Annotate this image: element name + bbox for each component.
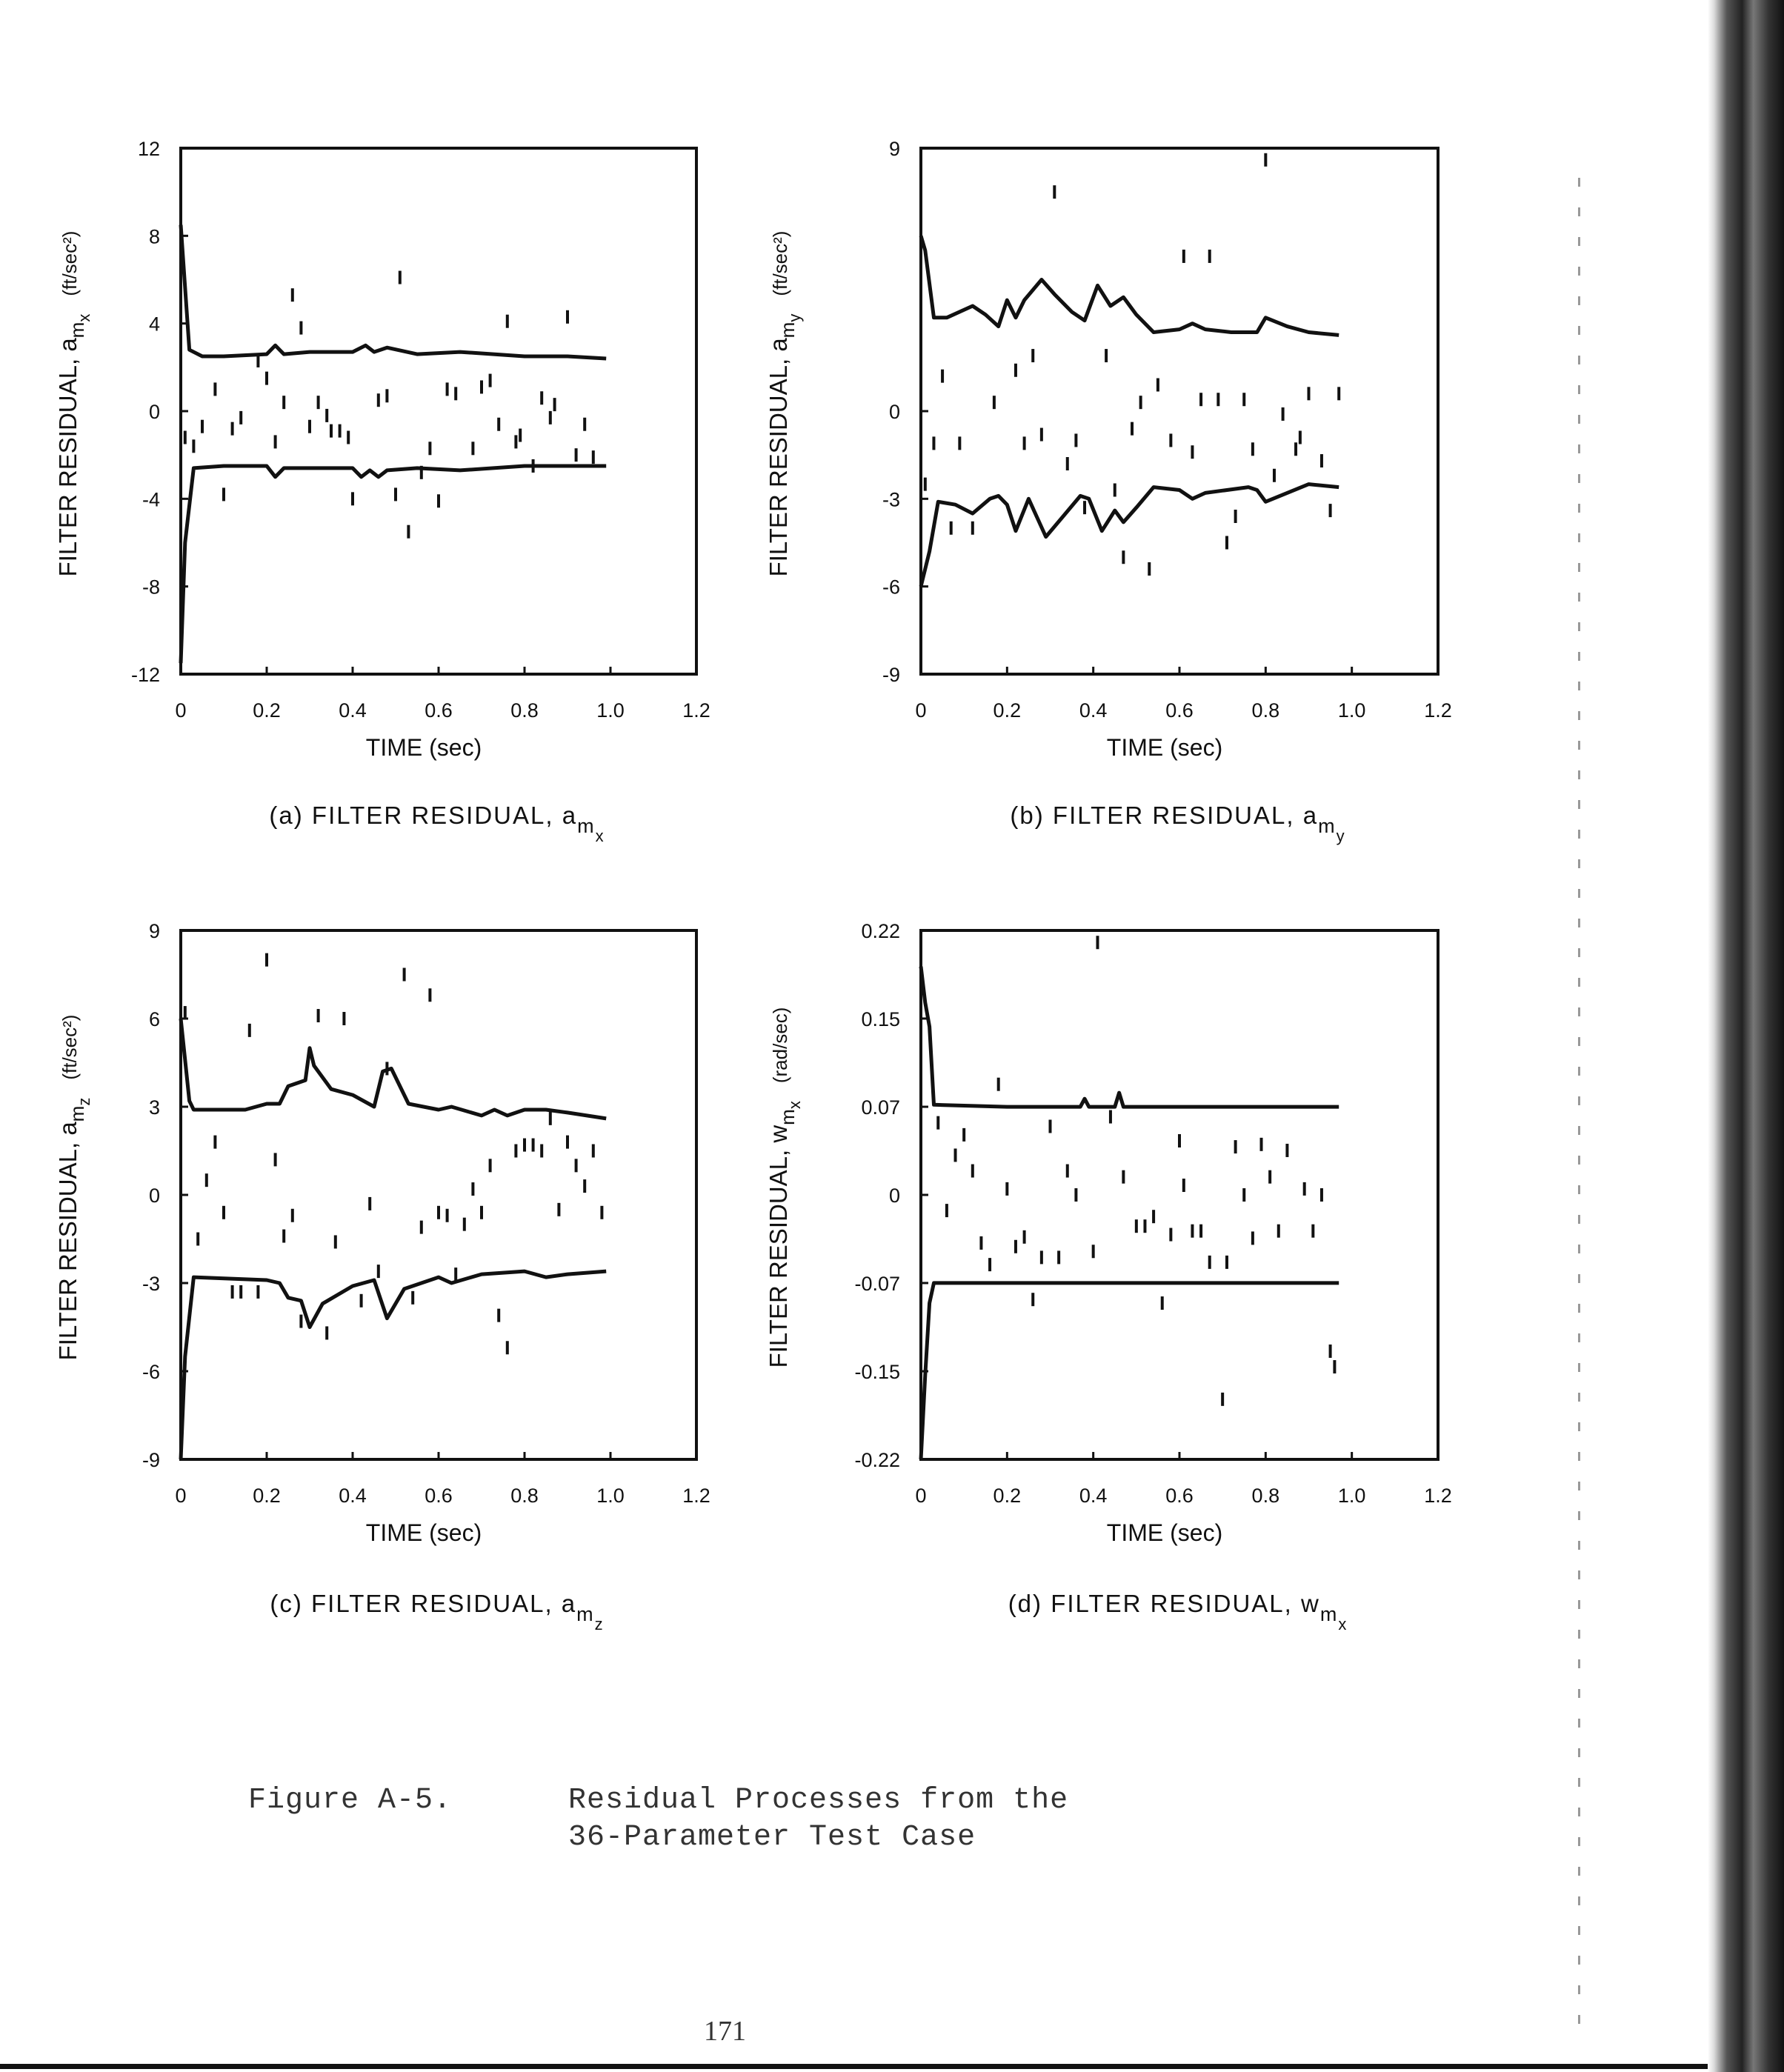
x-axis-label: TIME (sec): [365, 1519, 482, 1546]
y-tick-label: -9: [882, 664, 900, 686]
x-tick-label: 0.8: [510, 1485, 539, 1507]
panel-caption: [269, 802, 605, 845]
x-tick-label: 0.6: [425, 699, 453, 722]
y-axis-label-subsubscript: z: [75, 1097, 93, 1106]
x-axis-label: TIME (sec): [365, 734, 482, 761]
x-tick-label: 0.4: [339, 699, 367, 722]
y-tick-label: 9: [148, 920, 160, 942]
y-axis-label-units: (ft/sec²): [59, 1014, 81, 1080]
x-tick-label: 1.0: [596, 699, 625, 722]
y-axis-label-units: (ft/sec²): [769, 230, 791, 296]
panel-caption-subscript: m: [1319, 1603, 1339, 1625]
y-tick-label: 8: [148, 225, 160, 248]
y-tick-label: -4: [142, 488, 160, 511]
y-tick-label: -8: [142, 576, 160, 599]
y-tick-label: -3: [142, 1273, 160, 1295]
x-tick-label: 0.2: [253, 699, 281, 722]
lower-bound-line: [921, 484, 1339, 587]
y-tick-label: -9: [142, 1449, 160, 1471]
panel-caption: [1008, 1590, 1348, 1633]
panel-caption-subsubscript: y: [1336, 827, 1346, 845]
y-tick-label: 0: [148, 401, 160, 423]
y-axis-label: [765, 1007, 804, 1368]
y-tick-label: -6: [142, 1361, 160, 1383]
plot-frame: [921, 930, 1438, 1459]
upper-bound-line: [181, 225, 606, 359]
plot-panel-a: [54, 138, 710, 845]
panel-caption-subsubscript: z: [594, 1615, 605, 1633]
panel-caption-main: (c) FILTER RESIDUAL, a: [270, 1590, 577, 1617]
panel-caption-subscript: m: [577, 815, 596, 837]
y-axis-label-main: FILTER RESIDUAL, a: [54, 1122, 81, 1361]
plot-panel-d: [765, 920, 1452, 1633]
y-axis-label-subscript: m: [776, 1109, 799, 1125]
panel-caption-subscript: m: [1318, 815, 1337, 837]
y-axis-label-units: (ft/sec²): [59, 230, 81, 296]
x-tick-label: 0.8: [1251, 699, 1280, 722]
upper-bound-line: [181, 1019, 606, 1119]
x-tick-label: 0.6: [425, 1485, 453, 1507]
x-tick-label: 1.0: [1337, 699, 1366, 722]
y-axis-label-subsubscript: y: [785, 313, 804, 322]
y-tick-label: 4: [148, 313, 160, 336]
y-tick-label: 0.22: [861, 920, 900, 942]
x-tick-label: 0.4: [1079, 1485, 1108, 1507]
y-axis-label-main: FILTER RESIDUAL, a: [765, 338, 792, 577]
plot-frame: [181, 930, 696, 1459]
x-tick-label: 0.4: [1079, 699, 1108, 722]
x-tick-label: 1.2: [1424, 699, 1452, 722]
x-tick-label: 1.2: [682, 1485, 710, 1507]
plot-panel-c: [54, 920, 710, 1633]
y-axis-label-subsubscript: x: [785, 1101, 804, 1110]
figure-caption-line2: 36-Parameter Test Case: [568, 1821, 976, 1854]
y-tick-label: 0: [148, 1185, 160, 1207]
figure-caption-label: Figure A-5.: [248, 1784, 453, 1817]
plot-panel-b: [765, 138, 1452, 845]
y-tick-label: -0.22: [854, 1449, 900, 1471]
y-axis-label-subscript: m: [776, 322, 799, 339]
page-number: 171: [704, 2016, 746, 2047]
y-axis-label-subscript: m: [66, 322, 88, 339]
x-tick-label: 1.2: [1424, 1485, 1452, 1507]
x-tick-label: 0.4: [339, 1485, 367, 1507]
x-tick-label: 0: [915, 699, 927, 722]
panel-caption-main: (d) FILTER RESIDUAL, w: [1008, 1590, 1320, 1617]
y-tick-label: 9: [888, 138, 900, 160]
x-tick-label: 1.0: [1337, 1485, 1366, 1507]
x-tick-label: 0: [175, 699, 187, 722]
x-tick-label: 0.2: [993, 699, 1022, 722]
y-tick-label: 0: [888, 1185, 900, 1207]
x-tick-label: 0: [915, 1485, 927, 1507]
scan-artifact-line: [1578, 178, 1580, 2030]
y-tick-label: -0.15: [854, 1361, 900, 1384]
x-tick-label: 1.0: [596, 1485, 625, 1507]
panel-caption: [1010, 802, 1345, 845]
x-tick-label: 1.2: [682, 699, 710, 722]
x-axis-label: TIME (sec): [1106, 734, 1223, 761]
x-axis-label: TIME (sec): [1106, 1519, 1223, 1546]
x-tick-label: 0: [175, 1485, 187, 1507]
plot-frame: [921, 148, 1438, 674]
panel-caption-subscript: m: [576, 1603, 595, 1625]
x-tick-label: 0.8: [510, 699, 539, 722]
y-tick-label: -12: [130, 664, 160, 686]
y-tick-label: 0.15: [861, 1007, 900, 1030]
y-axis-label-units: (rad/sec): [769, 1007, 791, 1084]
x-tick-label: 0.2: [253, 1485, 281, 1507]
x-tick-label: 0.2: [993, 1485, 1022, 1507]
scan-edge-shadow: [1708, 0, 1784, 2072]
upper-bound-line: [921, 236, 1339, 335]
y-axis-label-main: FILTER RESIDUAL, a: [54, 338, 81, 577]
y-tick-label: -0.07: [854, 1272, 900, 1295]
plot-frame: [181, 148, 696, 674]
y-axis-label-subscript: m: [66, 1105, 88, 1122]
lower-bound-line: [181, 466, 606, 663]
x-tick-label: 0.8: [1251, 1485, 1280, 1507]
lower-bound-line: [921, 1283, 1339, 1459]
y-tick-label: 0: [888, 401, 900, 423]
y-tick-label: 3: [148, 1096, 160, 1119]
y-axis-label: [765, 231, 804, 577]
panel-caption: [270, 1590, 604, 1633]
y-tick-label: 6: [148, 1008, 160, 1030]
panel-caption-main: (b) FILTER RESIDUAL, a: [1010, 802, 1319, 829]
figure-caption-line1: Residual Processes from the: [568, 1784, 1069, 1817]
y-tick-label: 12: [137, 138, 160, 160]
page-bottom-rule: [0, 2064, 1726, 2069]
panel-caption-subsubscript: x: [595, 827, 605, 845]
y-axis-label: [54, 231, 93, 577]
y-axis-label: [54, 1015, 93, 1361]
panel-caption-main: (a) FILTER RESIDUAL, a: [269, 802, 578, 829]
y-tick-label: -6: [882, 576, 900, 599]
x-tick-label: 0.6: [1165, 1485, 1194, 1507]
x-tick-label: 0.6: [1165, 699, 1194, 722]
y-axis-label-main: FILTER RESIDUAL, w: [765, 1125, 792, 1368]
lower-bound-line: [181, 1271, 606, 1459]
upper-bound-line: [921, 967, 1339, 1107]
y-axis-label-subsubscript: x: [75, 313, 93, 322]
panel-caption-subsubscript: x: [1338, 1615, 1348, 1633]
y-tick-label: -3: [882, 488, 900, 511]
y-tick-label: 0.07: [861, 1096, 900, 1119]
